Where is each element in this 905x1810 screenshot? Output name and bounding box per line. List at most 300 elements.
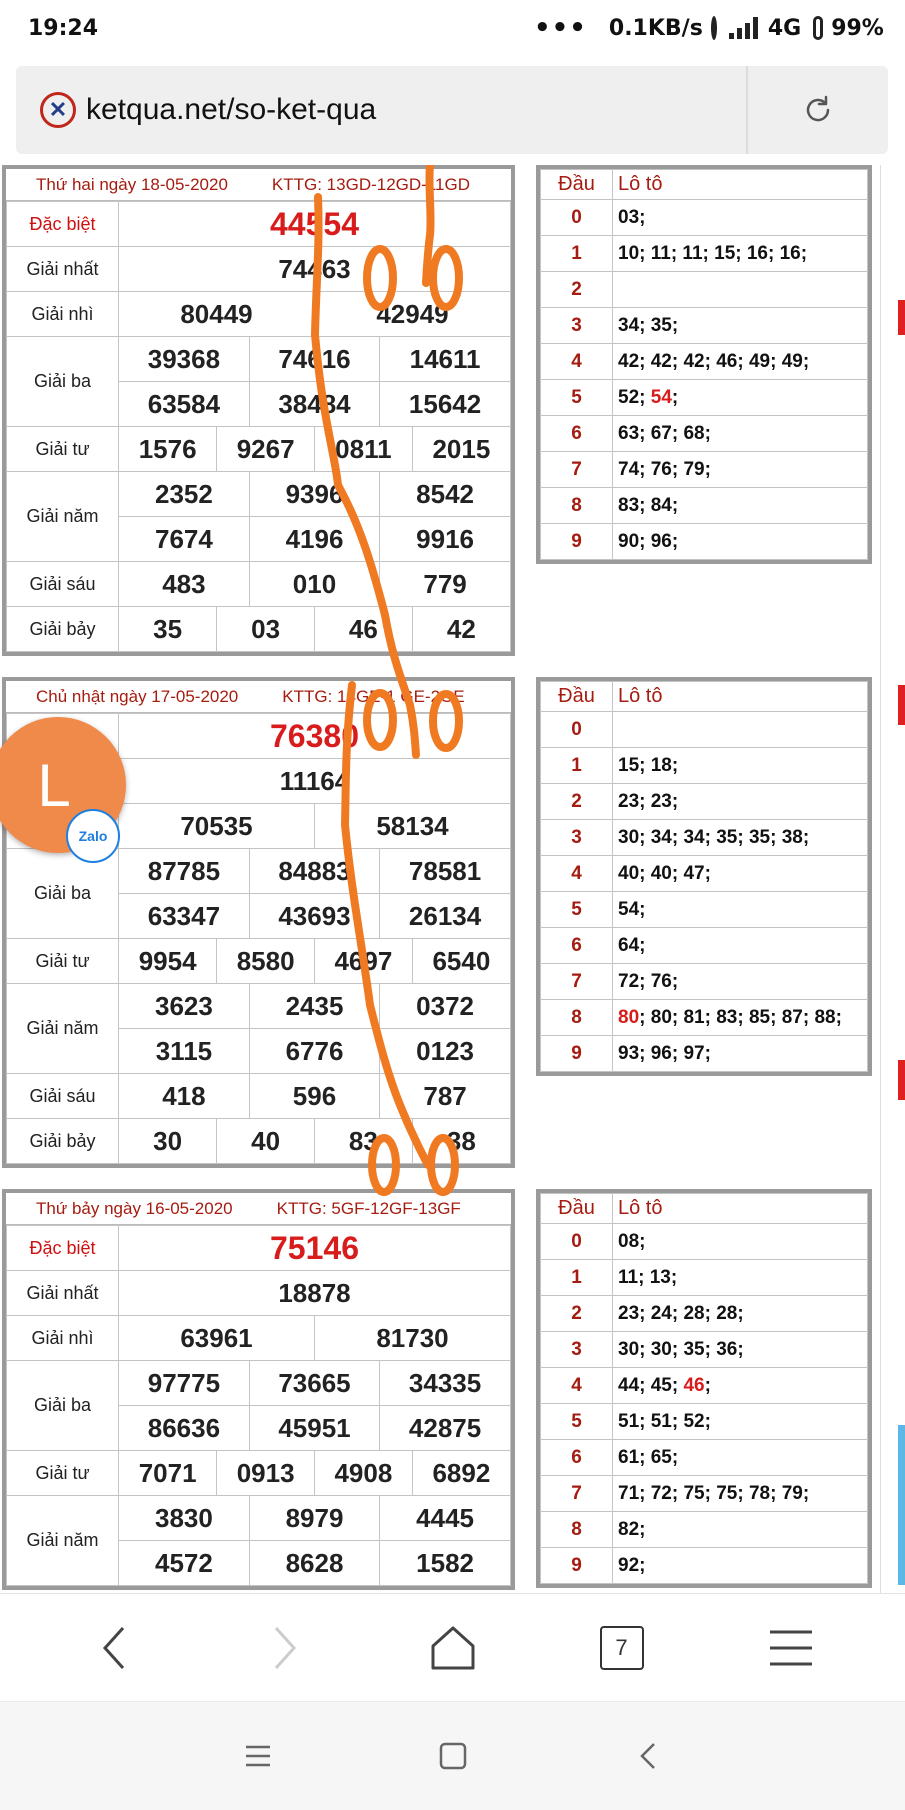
prize-values-grid	[119, 427, 510, 471]
prize-row	[7, 337, 511, 382]
loto-text: 11; 13;	[618, 1266, 678, 1288]
prize-values-row	[119, 607, 510, 651]
prize-number: 58134	[315, 804, 511, 848]
dau-number: 5	[541, 892, 613, 928]
dau-number: 6	[541, 1440, 613, 1476]
loto-highlight: 46	[683, 1374, 705, 1396]
loto-values	[613, 236, 868, 272]
prize-label: Giải tư	[7, 427, 119, 472]
prize-row	[7, 427, 511, 472]
loto-text: 52;	[618, 386, 651, 408]
dau-number: 6	[541, 928, 613, 964]
prize-values	[119, 1316, 511, 1361]
dau-number: 2	[541, 1296, 613, 1332]
loto-text: 34; 35;	[618, 314, 679, 336]
loto-row	[541, 488, 868, 524]
prize-values-grid	[119, 849, 510, 893]
prize-row	[7, 1119, 511, 1164]
prize-number: 34335	[380, 1361, 510, 1405]
prize-row	[7, 1226, 511, 1271]
reload-button[interactable]	[748, 66, 888, 154]
prize-number: 30	[119, 1119, 217, 1163]
prize-values-grid	[119, 804, 510, 848]
loto-row	[541, 416, 868, 452]
prize-values	[119, 1226, 511, 1271]
prize-values-row	[119, 1119, 510, 1163]
loto-values	[613, 1512, 868, 1548]
loto-values	[613, 1404, 868, 1440]
loto-values	[613, 1476, 868, 1512]
menu-button[interactable]	[756, 1613, 826, 1683]
loto-row	[541, 1476, 868, 1512]
status-bar	[0, 0, 905, 56]
home-nav-button[interactable]	[423, 1726, 483, 1786]
prize-number: 38484	[249, 382, 379, 426]
kttg-code: KTTG: 5GF-12GF-13GF	[276, 1198, 461, 1218]
prize-values-row	[119, 562, 510, 606]
tab-count: 7	[600, 1626, 644, 1670]
loto-values	[613, 488, 868, 524]
prize-row	[7, 607, 511, 652]
loto-header	[541, 170, 868, 200]
loto-row	[541, 272, 868, 308]
loto-text: 40; 40; 47;	[618, 862, 711, 884]
prize-values-row	[119, 1451, 510, 1495]
prize-number: 84883	[249, 849, 379, 893]
side-marker	[898, 1060, 905, 1100]
prize-values-grid	[119, 1226, 510, 1270]
prize-values-row	[119, 804, 510, 848]
loto-row	[541, 1260, 868, 1296]
prize-values-grid	[119, 1541, 510, 1585]
prize-number: 7071	[119, 1451, 217, 1495]
loto-row	[541, 892, 868, 928]
prize-number: 3115	[119, 1029, 249, 1073]
dau-number: 6	[541, 416, 613, 452]
prize-number: 38	[412, 1119, 510, 1163]
side-marker	[898, 300, 905, 335]
loto-row	[541, 1332, 868, 1368]
url-text[interactable]: ketqua.net/so-ket-qua	[86, 93, 377, 126]
dau-number: 8	[541, 488, 613, 524]
prize-number: 0372	[380, 984, 510, 1028]
prize-number: 03	[217, 607, 315, 651]
prize-number: 45951	[249, 1406, 379, 1450]
prize-values-grid	[119, 517, 510, 561]
loto-row	[541, 236, 868, 272]
prize-number: 63347	[119, 894, 249, 938]
prize-label: Giải nhì	[7, 292, 119, 337]
prize-label: Giải năm	[7, 1496, 119, 1586]
prize-label: Đặc biệt	[7, 202, 119, 247]
back-arrow-icon	[97, 1624, 133, 1672]
loto-row	[541, 452, 868, 488]
loto-col-header: Lô tô	[613, 682, 868, 712]
dau-number: 2	[541, 272, 613, 308]
loto-values	[613, 452, 868, 488]
prize-values-row	[119, 984, 510, 1028]
prize-values-row	[119, 202, 510, 246]
dau-number: 3	[541, 308, 613, 344]
prize-values	[119, 247, 511, 292]
prize-values-grid	[119, 984, 510, 1028]
prize-number: 2352	[119, 472, 249, 516]
dau-number: 4	[541, 344, 613, 380]
loto-values	[613, 1036, 868, 1072]
loto-values	[613, 1440, 868, 1476]
prize-values-grid	[119, 939, 510, 983]
prize-number: 4697	[315, 939, 413, 983]
prize-label: Giải ba	[7, 849, 119, 939]
loto-row	[541, 1440, 868, 1476]
loto-text: ; 80; 81; 83; 85; 87; 88;	[639, 1006, 842, 1028]
loto-values	[613, 1332, 868, 1368]
loto-grid	[540, 169, 868, 560]
reload-icon	[801, 93, 835, 127]
prize-values	[119, 1074, 511, 1119]
loto-text: 92;	[618, 1554, 646, 1576]
prize-values-row	[119, 1271, 510, 1315]
results-table	[2, 165, 515, 656]
prize-label: Giải năm	[7, 984, 119, 1074]
loto-row	[541, 200, 868, 236]
loto-row	[541, 856, 868, 892]
loto-highlight: 80	[618, 1006, 640, 1028]
prize-row	[7, 939, 511, 984]
loto-values	[613, 344, 868, 380]
prize-number: 779	[380, 562, 510, 606]
loto-values	[613, 820, 868, 856]
prize-values-grid	[119, 1271, 510, 1315]
prize-label: Giải nhất	[7, 1271, 119, 1316]
prize-number: 483	[119, 562, 249, 606]
loto-row	[541, 784, 868, 820]
loto-row	[541, 1036, 868, 1072]
zalo-chat-bubble[interactable]	[0, 717, 126, 853]
loto-values	[613, 416, 868, 452]
prize-number: 1582	[380, 1541, 510, 1585]
prize-row	[7, 472, 511, 517]
prize-number: 8628	[249, 1541, 379, 1585]
battery-icon	[813, 16, 823, 40]
dau-number: 0	[541, 200, 613, 236]
prize-label: Giải nhất	[7, 247, 119, 292]
dau-header: Đầu	[541, 1194, 613, 1224]
prize-values	[119, 759, 511, 804]
dau-number: 4	[541, 856, 613, 892]
prize-values-row	[119, 337, 510, 381]
loto-row	[541, 1512, 868, 1548]
prize-label: Giải tư	[7, 1451, 119, 1496]
loto-values	[613, 1548, 868, 1584]
battery-percentage: 99%	[831, 15, 884, 41]
loto-values	[613, 380, 868, 416]
dau-number: 9	[541, 1548, 613, 1584]
loto-text: 61; 65;	[618, 1446, 679, 1468]
prize-values-grid	[119, 894, 510, 938]
prize-values	[119, 382, 511, 427]
prize-values	[119, 714, 511, 759]
home-square-icon	[439, 1742, 467, 1770]
prize-values-row	[119, 1074, 510, 1118]
loto-text: 51; 51; 52;	[618, 1410, 711, 1432]
prize-number: 3830	[119, 1496, 249, 1540]
loto-highlight: 54	[650, 386, 672, 408]
prize-values	[119, 472, 511, 517]
prize-values-grid	[119, 472, 510, 516]
prize-values-row	[119, 714, 510, 758]
prize-number: 6776	[249, 1029, 379, 1073]
address-bar[interactable]	[16, 66, 888, 154]
prize-number: 4572	[119, 1541, 249, 1585]
dau-number: 7	[541, 1476, 613, 1512]
draw-date[interactable]: Thứ bảy ngày 16-05-2020	[36, 1198, 233, 1218]
prize-number: 418	[119, 1074, 249, 1118]
prize-label: Giải tư	[7, 939, 119, 984]
prize-values	[119, 292, 511, 337]
prize-label: Giải sáu	[7, 562, 119, 607]
prize-values-grid	[119, 247, 510, 291]
loto-row	[541, 712, 868, 748]
prize-label: Giải năm	[7, 472, 119, 562]
loto-text: 82;	[618, 1518, 646, 1540]
forward-arrow-icon	[266, 1624, 302, 1672]
prize-row	[7, 1496, 511, 1541]
loto-row	[541, 1548, 868, 1584]
loto-values	[613, 308, 868, 344]
prize-values-grid	[119, 382, 510, 426]
loto-col-header: Lô tô	[613, 170, 868, 200]
zalo-icon: Zalo	[66, 809, 120, 863]
side-marker	[898, 685, 905, 725]
loto-text: 30; 30; 35; 36;	[618, 1338, 744, 1360]
prize-row	[7, 984, 511, 1029]
prize-values-row	[119, 247, 510, 291]
loto-text: 74; 76; 79;	[618, 458, 711, 480]
special-prize-number: 76380	[270, 717, 359, 754]
prize-number: 87785	[119, 849, 249, 893]
prize-row	[7, 1361, 511, 1406]
loto-table	[536, 165, 872, 564]
prize-values	[119, 1541, 511, 1586]
dau-number: 2	[541, 784, 613, 820]
dau-number: 0	[541, 1224, 613, 1260]
loto-values	[613, 200, 868, 236]
loto-values	[613, 272, 868, 308]
prize-values	[119, 849, 511, 894]
prize-number: 86636	[119, 1406, 249, 1450]
alarm-icon	[711, 16, 717, 40]
loto-text: 08;	[618, 1230, 646, 1252]
menu-icon	[768, 1628, 814, 1668]
loto-grid	[540, 681, 868, 1072]
prize-label: Giải nhì	[7, 1316, 119, 1361]
prize-values-grid	[119, 1406, 510, 1450]
prize-number: 9267	[217, 427, 315, 471]
loto-text: 83; 84;	[618, 494, 679, 516]
dau-number: 8	[541, 1000, 613, 1036]
dau-number: 9	[541, 524, 613, 560]
prize-number: 73665	[249, 1361, 379, 1405]
loto-row	[541, 1368, 868, 1404]
prize-values	[119, 1119, 511, 1164]
prize-values	[119, 202, 511, 247]
prize-label: Giải sáu	[7, 1074, 119, 1119]
draw-date[interactable]: Thứ hai ngày 18-05-2020	[36, 174, 228, 194]
loto-table	[536, 677, 872, 1076]
prize-label: Đặc biệt	[7, 1226, 119, 1271]
dau-number: 1	[541, 748, 613, 784]
dau-number: 1	[541, 236, 613, 272]
prize-values-grid	[119, 714, 510, 758]
recents-button[interactable]	[228, 1726, 288, 1786]
prize-values	[119, 1271, 511, 1316]
prize-values-row	[119, 1541, 510, 1585]
loto-text: ;	[704, 1374, 711, 1396]
special-prize-number: 75146	[270, 1229, 359, 1266]
results-table	[2, 1189, 515, 1590]
prize-number: 010	[249, 562, 379, 606]
prize-number: 3623	[119, 984, 249, 1028]
loto-row	[541, 524, 868, 560]
prize-number: 9916	[380, 517, 510, 561]
prize-values-row	[119, 759, 510, 803]
prize-number: 42875	[380, 1406, 510, 1450]
prize-number: 4445	[380, 1496, 510, 1540]
loto-col-header: Lô tô	[613, 1194, 868, 1224]
prize-values-row	[119, 939, 510, 983]
loto-text: 64;	[618, 934, 646, 956]
prize-label: Giải ba	[7, 337, 119, 427]
dau-number: 9	[541, 1036, 613, 1072]
prize-row	[7, 202, 511, 247]
prize-number: 39368	[119, 337, 249, 381]
loto-grid	[540, 1193, 868, 1584]
prize-row	[7, 1271, 511, 1316]
prize-values-row	[119, 1406, 510, 1450]
loto-header	[541, 1194, 868, 1224]
prize-values	[119, 517, 511, 562]
prize-number: 11164	[279, 765, 350, 796]
prize-row	[7, 1451, 511, 1496]
prize-number: 4196	[249, 517, 379, 561]
prize-number: 42949	[315, 292, 511, 336]
prize-number: 15642	[380, 382, 510, 426]
forward-button[interactable]	[249, 1613, 319, 1683]
prize-values-grid	[119, 562, 510, 606]
loto-values	[613, 1000, 868, 1036]
prize-row	[7, 562, 511, 607]
prize-number: 78581	[380, 849, 510, 893]
prize-values-grid	[119, 1316, 510, 1360]
prize-values	[119, 804, 511, 849]
loto-text: 93; 96; 97;	[618, 1042, 711, 1064]
loto-row	[541, 1000, 868, 1036]
prize-values-row	[119, 1316, 510, 1360]
prize-number: 74616	[249, 337, 379, 381]
prize-values-grid	[119, 337, 510, 381]
loto-text: 54;	[618, 898, 646, 920]
prize-number: 0913	[217, 1451, 315, 1495]
prize-values	[119, 939, 511, 984]
prize-number: 43693	[249, 894, 379, 938]
loto-text: 03;	[618, 206, 646, 228]
prize-row	[7, 247, 511, 292]
dau-number: 7	[541, 964, 613, 1000]
back-nav-button[interactable]	[618, 1726, 678, 1786]
prize-values-grid	[119, 1074, 510, 1118]
prize-number: 0123	[380, 1029, 510, 1073]
page-edge	[880, 165, 905, 1593]
prize-number: 6540	[412, 939, 510, 983]
prize-values	[119, 1406, 511, 1451]
prize-values-row	[119, 1029, 510, 1073]
prize-values-row	[119, 292, 510, 336]
prize-number: 0811	[315, 427, 413, 471]
draw-date[interactable]: Chủ nhật ngày 17-05-2020	[36, 686, 239, 706]
loto-text: 72; 76;	[618, 970, 679, 992]
prize-values-row	[119, 472, 510, 516]
loto-text: ;	[671, 386, 679, 408]
kttg-code: KTTG: 13GD-12GD-11GD	[271, 174, 470, 194]
prize-values-grid	[119, 607, 510, 651]
tabs-button[interactable]	[587, 1613, 657, 1683]
prize-table	[6, 201, 511, 652]
prize-values-row	[119, 427, 510, 471]
prize-values-grid	[119, 1029, 510, 1073]
loto-values	[613, 748, 868, 784]
home-button[interactable]	[418, 1613, 488, 1683]
dau-number: 8	[541, 1512, 613, 1548]
loto-text: 15; 18;	[618, 754, 679, 776]
loto-row	[541, 1296, 868, 1332]
prize-values-grid	[119, 1361, 510, 1405]
prize-number: 40	[217, 1119, 315, 1163]
prize-values	[119, 1451, 511, 1496]
prize-values-row	[119, 517, 510, 561]
loto-values	[613, 1260, 868, 1296]
loto-header	[541, 682, 868, 712]
prize-values-grid	[119, 1119, 510, 1163]
prize-number: 787	[380, 1074, 510, 1118]
page-content[interactable]	[0, 165, 905, 1593]
prize-values-grid	[119, 1451, 510, 1495]
browser-toolbar	[0, 1593, 905, 1701]
back-chevron-icon	[638, 1741, 658, 1771]
network-speed: 0.1KB/s	[608, 15, 703, 41]
dau-number: 4	[541, 1368, 613, 1404]
prize-number: 35	[119, 607, 217, 651]
prize-values-grid	[119, 1496, 510, 1540]
side-marker	[898, 1425, 905, 1585]
loto-values	[613, 1368, 868, 1404]
loto-text: 71; 72; 75; 75; 78; 79;	[618, 1482, 810, 1504]
prize-values	[119, 984, 511, 1029]
avatar-letter: L	[37, 751, 71, 819]
loto-values	[613, 892, 868, 928]
prize-number: 74463	[278, 253, 351, 284]
recents-icon	[244, 1744, 272, 1768]
loto-values	[613, 856, 868, 892]
prize-row	[7, 292, 511, 337]
back-button[interactable]	[80, 1613, 150, 1683]
loto-values	[613, 712, 868, 748]
loto-row	[541, 748, 868, 784]
more-notifications-icon: •••	[534, 13, 587, 43]
dau-number: 5	[541, 1404, 613, 1440]
prize-number: 596	[249, 1074, 379, 1118]
prize-number: 6892	[412, 1451, 510, 1495]
